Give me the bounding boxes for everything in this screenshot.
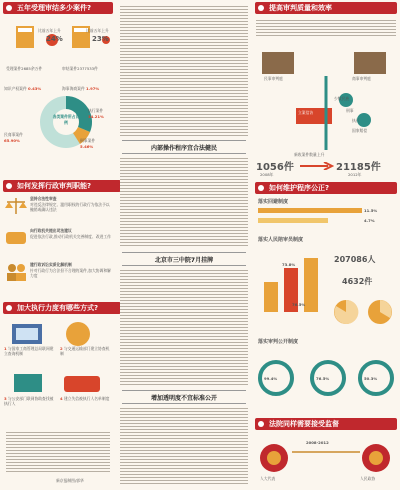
growth1-pct: 24% xyxy=(46,35,63,43)
article1-title: 内部操作程序宜合法健民 xyxy=(150,145,217,152)
pie-label-exec-pct: 34.21% xyxy=(88,114,104,119)
growth2-text: 比前五年上升 xyxy=(86,28,109,33)
rate-b: 76.5% xyxy=(316,376,330,381)
enforce-item3 xyxy=(4,396,54,406)
recusal-bar-a xyxy=(258,208,362,213)
pie-label-ip xyxy=(4,86,41,92)
year-to: 2012年 xyxy=(348,172,362,177)
pie-center-label: 各类案件所占比例 xyxy=(52,114,80,125)
article2-title-bar xyxy=(122,252,246,266)
article3-title-bar xyxy=(122,390,246,404)
tag-minority: 少数民族 xyxy=(334,96,350,101)
pie-label-criminal-pct: 5.46% xyxy=(80,144,94,149)
tag-criminal: 刑事 xyxy=(346,108,354,113)
admin-item3-title: 建行政诉讼实质化解机制 xyxy=(30,262,72,267)
pie-label-civil-pct: 65.90% xyxy=(4,138,20,143)
admin-item2-title: 向行政机关提出司法建议 xyxy=(30,228,72,233)
people-icon xyxy=(4,262,28,282)
article3-title: 增加透明度不宜标准公开 xyxy=(150,395,217,402)
growth1-text: 比前五年上升 xyxy=(38,28,61,33)
year-from: 2008年 xyxy=(260,172,274,177)
handshake-icon xyxy=(4,228,28,248)
stat-from: 1056件 xyxy=(256,162,294,173)
right-column xyxy=(252,0,400,490)
panel2-title: 落实人民陪审员制度 xyxy=(258,237,304,243)
enforce-item2-text: 与交通运输部门建立协查机制 xyxy=(60,346,110,356)
enforce-item1-text: 与国家工商管理总局联网建立查询机制 xyxy=(4,346,54,356)
article2-title: 北京市三中院7月挂牌 xyxy=(154,257,214,264)
tag-civil: 民事审判庭 xyxy=(264,76,283,81)
section-title-enforce: 加大执行力度有哪些方式? xyxy=(3,302,121,314)
tag-filing: 立案信访 xyxy=(298,110,314,115)
recusal-pct-a: 11.5% xyxy=(364,208,378,213)
supervise-right: 人民政协 xyxy=(360,476,376,481)
pie-label-ip-pct: 0.43% xyxy=(28,86,42,91)
resolve-label: 审结案件2377533件 xyxy=(62,66,98,71)
case-stats xyxy=(6,18,110,70)
pie-label-criminal xyxy=(80,138,110,149)
stat-label: 新收案件数量上升 xyxy=(294,152,325,157)
rate-c: 50.3% xyxy=(364,376,378,381)
recusal-pct-b: 4.7% xyxy=(364,218,375,223)
section-title-procedure: 如何维护程序公正? xyxy=(255,182,397,194)
enforce-item2-num: 2 xyxy=(60,346,63,351)
juror-bars xyxy=(258,248,328,318)
tag-commercial: 商事审判庭 xyxy=(352,76,371,81)
enforce-item1-num: 1 xyxy=(4,346,7,351)
article2-text xyxy=(120,268,248,386)
juror-pies xyxy=(332,296,396,328)
rate-a: 99.4% xyxy=(264,376,278,381)
enforce-item4-num: 4 xyxy=(60,396,63,401)
article-intro-text xyxy=(120,4,248,136)
receive-label: 受理案件2685余万件 xyxy=(6,66,43,71)
pie-label-maritime xyxy=(62,86,99,92)
enforce-item4 xyxy=(60,396,112,401)
pie-label-criminal-name: 刑事案件 xyxy=(80,138,96,143)
enforce-item4-text: 建立失信被执行人名单制度 xyxy=(63,396,110,401)
pie-label-ip-name: 知识产权案件 xyxy=(4,86,27,91)
growth2-label xyxy=(86,28,116,34)
credit: 新京报制图/郭华 xyxy=(56,478,84,483)
juror-cases: 4632件 xyxy=(342,277,373,286)
case-icons xyxy=(6,18,110,70)
juror-pct-2012: 76.5% xyxy=(292,302,306,307)
scale-icon xyxy=(4,196,28,216)
pie-label-exec xyxy=(88,108,114,119)
pie-label-civil xyxy=(4,132,34,143)
section-title-quality: 提高审判质量和效率 xyxy=(255,2,397,14)
enforce-item3-num: 3 xyxy=(4,396,7,401)
section-title-admin: 如何发挥行政审判职能? xyxy=(3,180,121,192)
enforce-item2 xyxy=(60,346,112,356)
court-tree-illustration xyxy=(256,40,396,156)
panel3-title: 落实审判公开制度 xyxy=(258,339,299,345)
arrow-icon xyxy=(300,162,334,170)
timeline: 2008-2012 xyxy=(306,440,329,445)
article1-title-bar xyxy=(122,140,246,154)
growth2-pct: 23% xyxy=(92,35,109,43)
enforce-text-block xyxy=(6,430,110,472)
admin-item1-body: 对违反法律规定、滥用职权的行政行为依法予以撤销或确认违法 xyxy=(30,202,110,212)
tag-exec: 执行 xyxy=(352,118,360,123)
enforce-item3-text: 与公安部门联网协助查找被执行人 xyxy=(4,396,54,406)
admin-item1-title: 坚持合法性审查 xyxy=(30,196,57,201)
panel1-title: 落实回避制度 xyxy=(258,199,289,205)
juror-pct-2008: 73.8% xyxy=(282,262,296,267)
section-title-cases: 五年受理审结多少案件? xyxy=(3,2,113,14)
juror-count: 207086人 xyxy=(334,255,376,264)
article1-text xyxy=(120,156,248,248)
growth1-label xyxy=(38,28,68,34)
admin-item3-body: 针对行政行为合法但不合理的案件,加大协调和解力度 xyxy=(30,268,111,278)
section-title-supervision: 法院同样需要接受监督 xyxy=(255,418,397,430)
supervise-left: 人大代表 xyxy=(260,476,276,481)
middle-column xyxy=(116,0,252,490)
tag-compensation: 国家赔偿 xyxy=(352,128,368,133)
left-column xyxy=(0,0,116,490)
stat-to: 21185件 xyxy=(336,162,381,173)
pie-label-maritime-pct: 1.97% xyxy=(86,86,100,91)
recusal-bar-b xyxy=(258,218,328,223)
pie-label-maritime-name: 海事海商案件 xyxy=(62,86,85,91)
pie-label-civil-name: 民商事案件 xyxy=(4,132,23,137)
enforcement-illustration xyxy=(4,318,112,422)
pie-label-exec-name: 执行案件 xyxy=(88,108,104,113)
enforce-item1 xyxy=(4,346,54,356)
article3-text xyxy=(120,406,248,486)
quality-text xyxy=(256,18,396,36)
admin-item2-body: 促进依法行政,推动行政机关完善制度、改进工作 xyxy=(30,234,111,239)
